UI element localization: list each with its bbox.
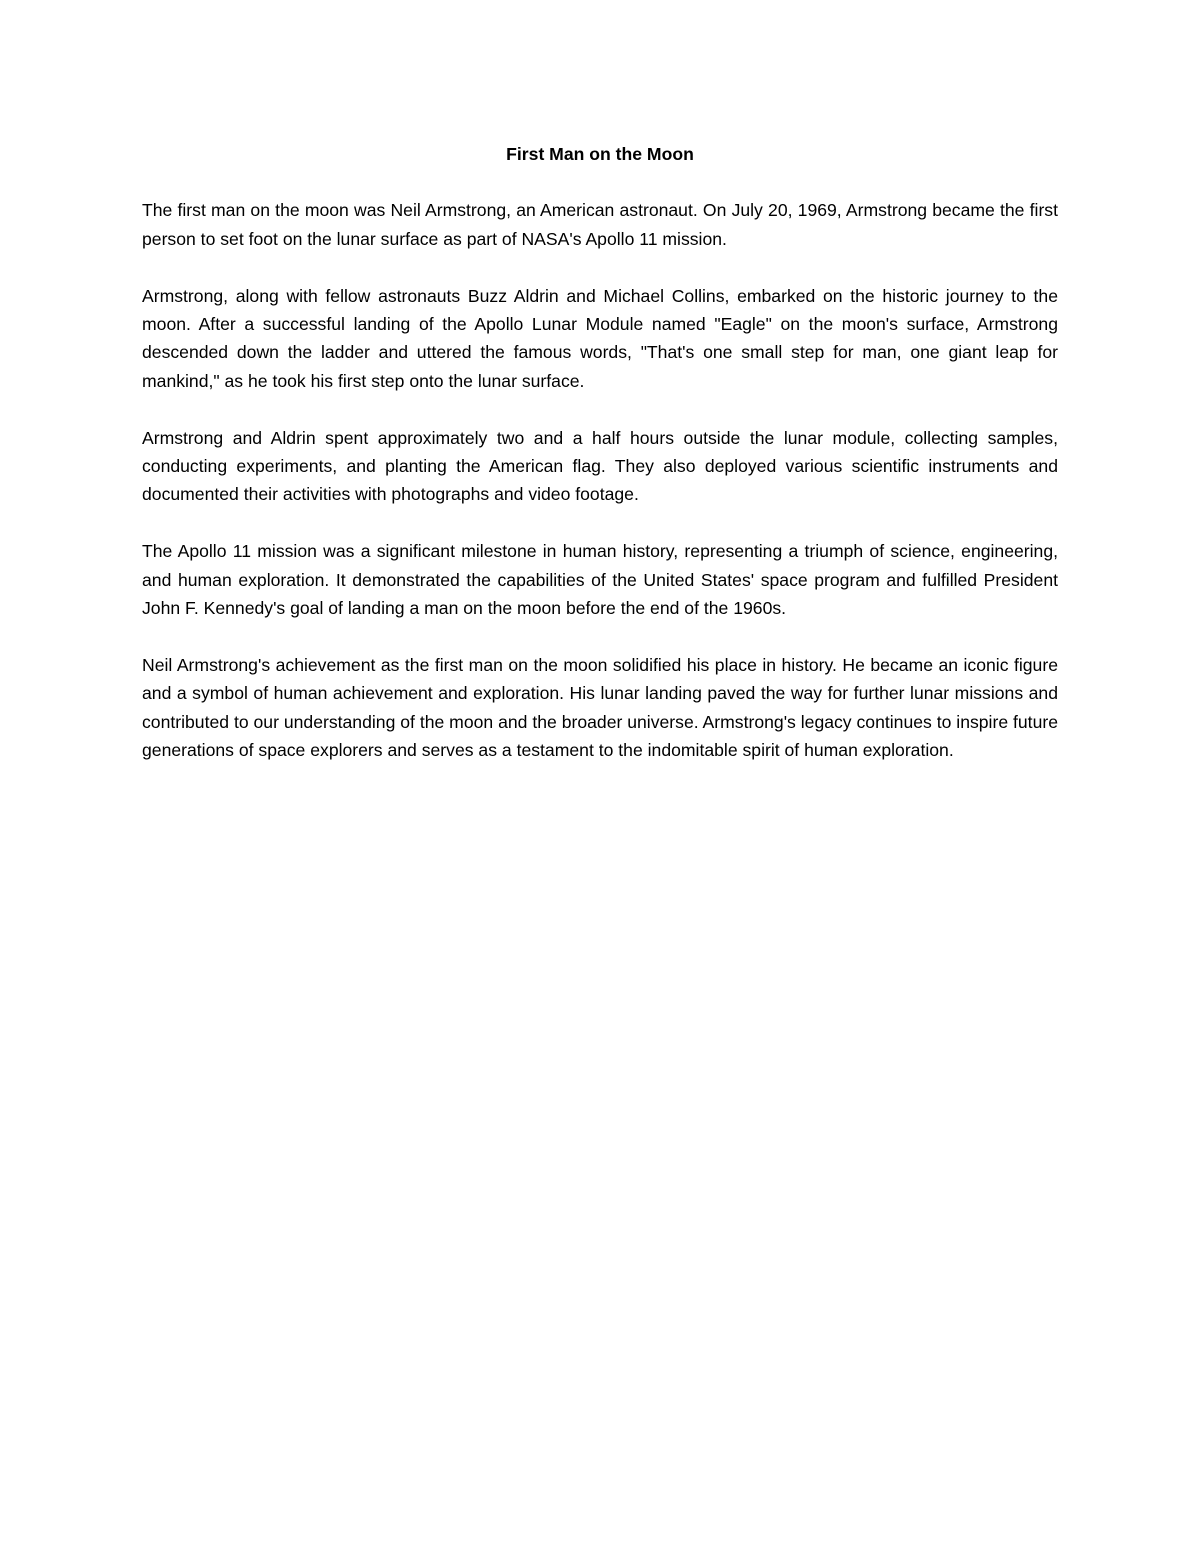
paragraph-significance: The Apollo 11 mission was a significant milestone in human history, representing a triumph of science, engineering, and human exploration. It demonstrated the capabilities of the United States' space program and fulfilled President John F. Kennedy's goal of landing a man on the moon before the end of the 1960s. bbox=[142, 541, 1058, 619]
document-title: First Man on the Moon bbox=[506, 144, 694, 164]
paragraph-moonwalk: Armstrong and Aldrin spent approximately two and a half hours outside the lunar module, collecting samples, conducting experiments, and planting the American flag. They also deployed various scientific instruments and documented their activities with photographs and video footage. bbox=[142, 427, 1058, 505]
paragraph-legacy: Neil Armstrong's achievement as the first man on the moon solidified his place in history. He became an iconic figure and a symbol of human achievement and exploration. His lunar landing paved the way for further lunar missions and contributed to our understanding of the moon and the broader universe. Armstrong's legacy continues to inspire future generations of space explorers and serves as a testament to the indomitable spirit of human exploration. bbox=[142, 654, 1058, 761]
document-body bbox=[142, 140, 1058, 793]
paragraph-journey: Armstrong, along with fellow astronauts Buzz Aldrin and Michael Collins, embarked on the historic journey to the moon. After a successful landing of the Apollo Lunar Module named "Eagle" on the moon's surface, Armstrong descended down the ladder and uttered the famous words, "That's one small step for man, one giant leap for mankind," as he took his first step onto the lunar surface. bbox=[142, 285, 1058, 391]
paragraph-intro: The first man on the moon was Neil Armstrong, an American astronaut. On July 20, 1969, Armstrong became the first person to set foot on the lunar surface as part of NASA's Apollo 11 mission. bbox=[142, 200, 1058, 249]
